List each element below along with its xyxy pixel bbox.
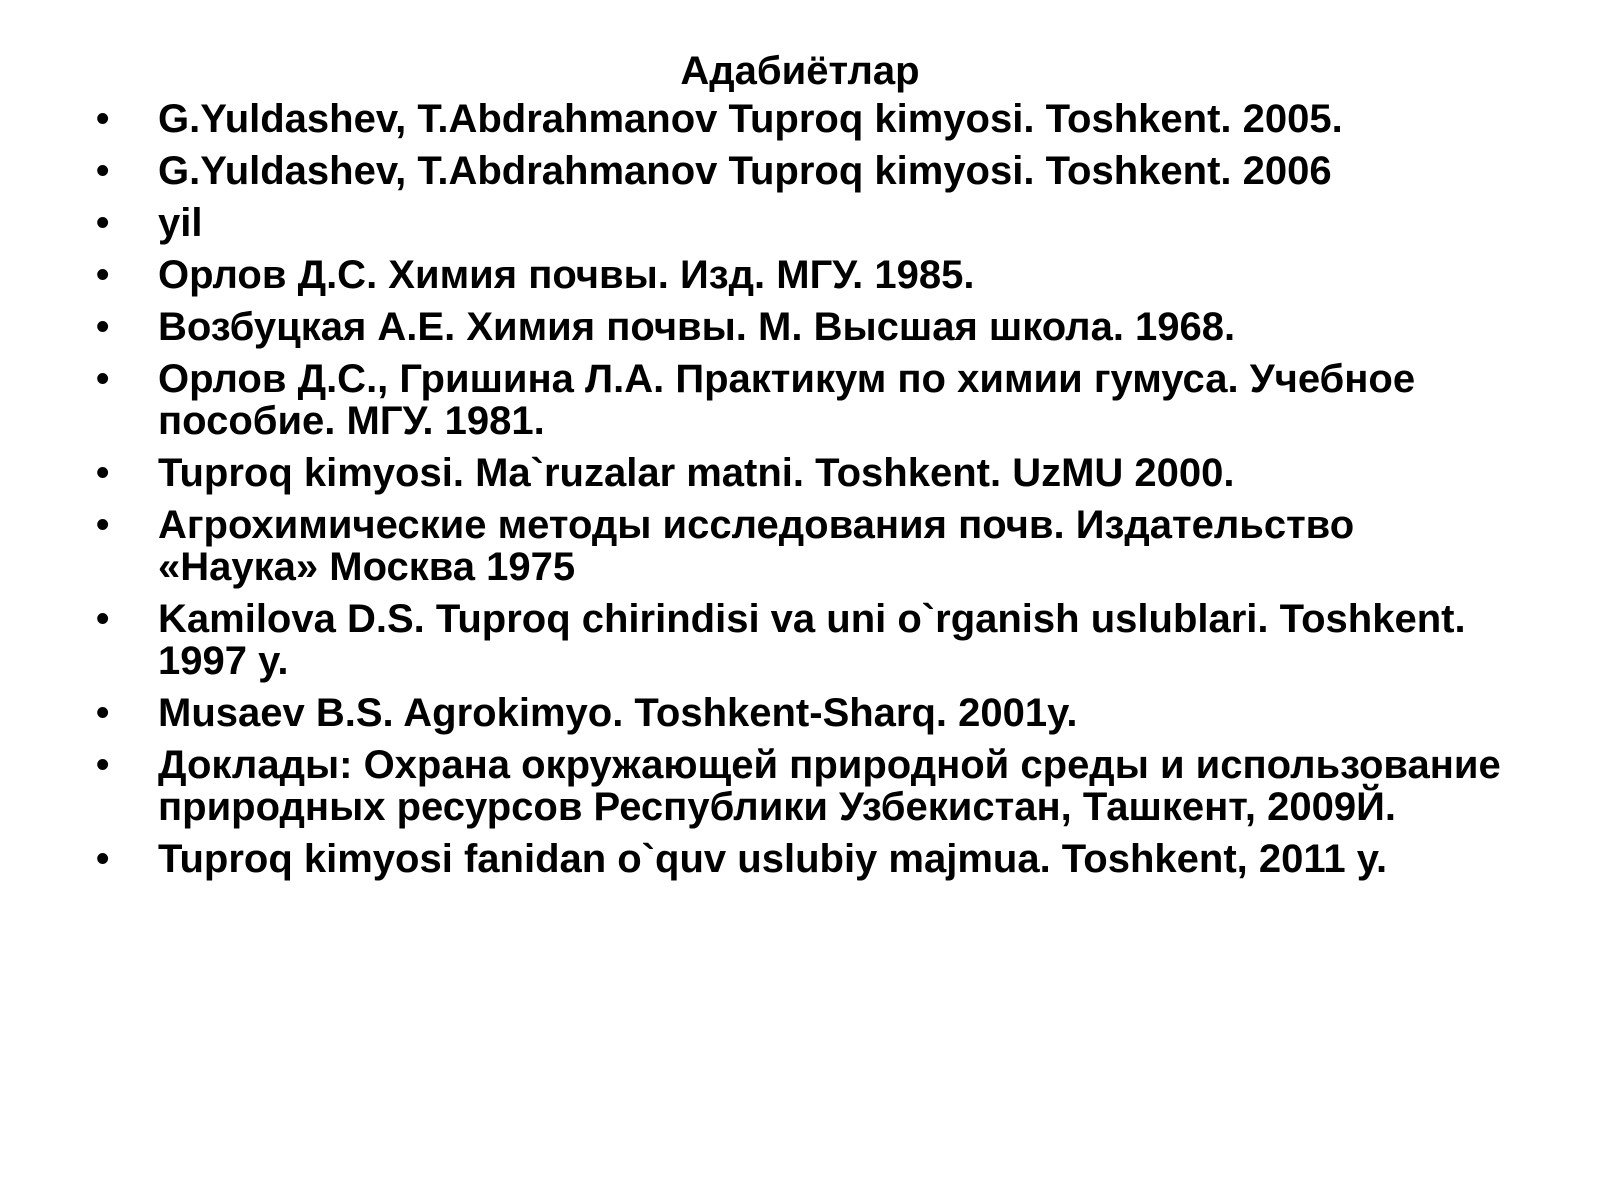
bullet-icon: • [96, 358, 110, 400]
page-title: Адабиётлар [680, 49, 920, 93]
list-item [96, 744, 1516, 828]
bullet-icon: • [96, 504, 110, 546]
bullet-icon: • [96, 598, 110, 640]
reference-text: Kamilova D.S. Tuproq chirindisi va uni o`rganish uslublari. Toshkent. 1997 y. [158, 597, 1466, 683]
bullet-icon: • [96, 306, 110, 348]
bullet-icon: • [96, 98, 110, 140]
reference-text: yil [158, 201, 203, 245]
bullet-icon: • [96, 692, 110, 734]
reference-text: G.Yuldashev, T.Abdrahmanov Tuproq kimyosi. Toshkent. 2005. [158, 97, 1343, 141]
bullet-icon: • [96, 744, 110, 786]
list-item [96, 838, 1516, 880]
list-item [96, 202, 1516, 244]
reference-text: Агрохимические методы исследования почв. Издательство «Наука» Москва 1975 [158, 503, 1355, 589]
reference-text: Возбуцкая А.Е. Химия почвы. М. Высшая школа. 1968. [158, 305, 1236, 349]
list-item [96, 598, 1516, 682]
bullet-icon: • [96, 838, 110, 880]
reference-list [96, 98, 1516, 890]
list-item [96, 504, 1516, 588]
bullet-icon: • [96, 150, 110, 192]
list-item [96, 150, 1516, 192]
list-item [96, 452, 1516, 494]
bullet-icon: • [96, 202, 110, 244]
list-item [96, 254, 1516, 296]
reference-text: Орлов Д.С., Гришина Л.А. Практикум по химии гумуса. Учебное пособие. МГУ. 1981. [158, 357, 1416, 443]
reference-text: Доклады: Охрана окружающей природной среды и использование природных ресурсов Республики Узбекистан, Ташкент, 2009Й. [158, 743, 1501, 829]
list-item [96, 692, 1516, 734]
reference-text: Tuproq kimyosi. Ma`ruzalar matni. Toshkent. UzMU 2000. [158, 451, 1235, 495]
list-item [96, 98, 1516, 140]
list-item [96, 306, 1516, 348]
reference-text: G.Yuldashev, T.Abdrahmanov Tuproq kimyosi. Toshkent. 2006 [158, 149, 1332, 193]
bullet-icon: • [96, 254, 110, 296]
reference-text: Musaev B.S. Agrokimyo. Toshkent-Sharq. 2001y. [158, 691, 1078, 735]
bullet-icon: • [96, 452, 110, 494]
reference-text: Орлов Д.С. Химия почвы. Изд. МГУ. 1985. [158, 253, 975, 297]
list-item [96, 358, 1516, 442]
reference-text: Tuproq kimyosi fanidan o`quv uslubiy majmua. Toshkent, 2011 y. [158, 837, 1388, 881]
